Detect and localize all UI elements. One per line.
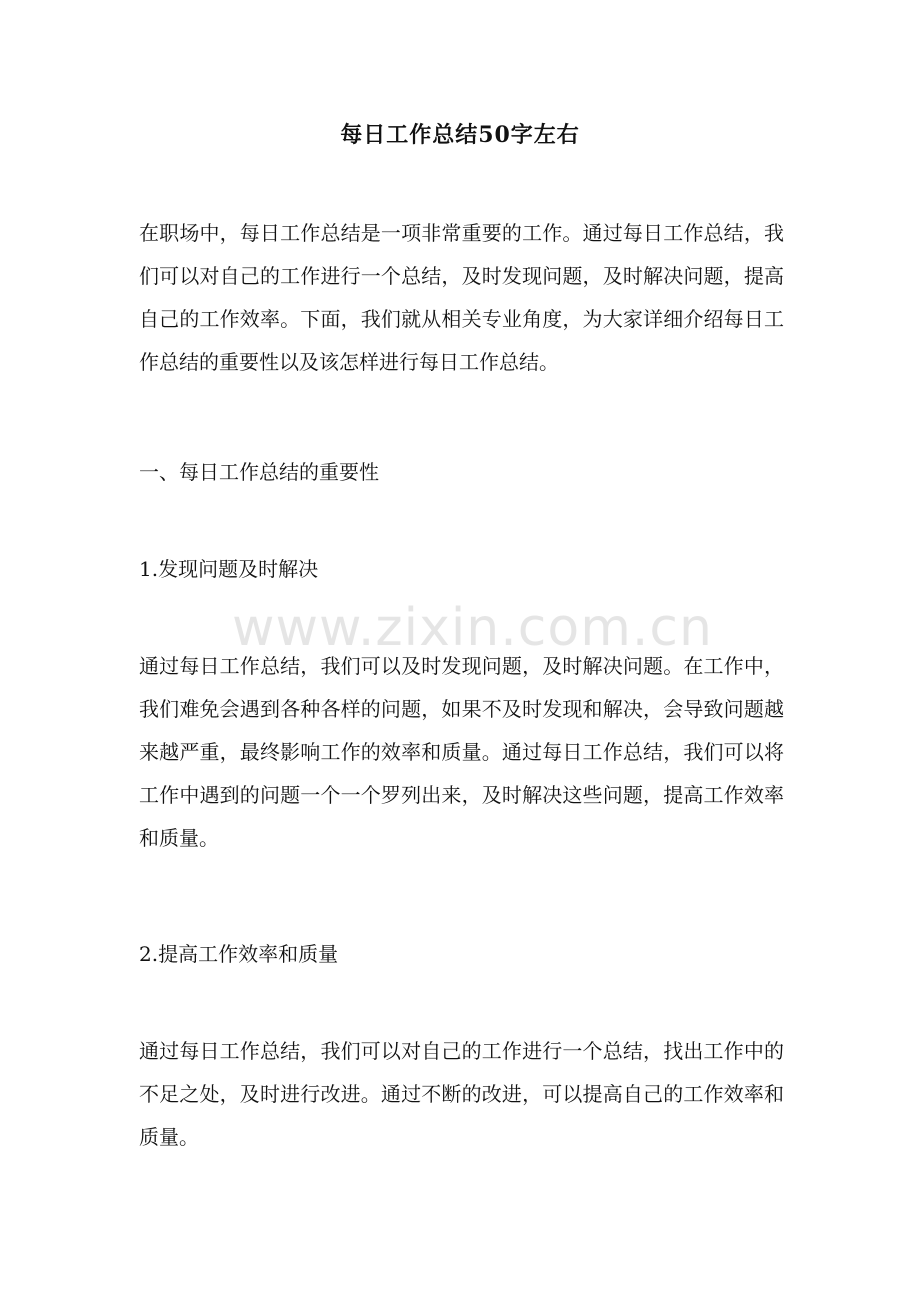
item-2-heading: 2.提高工作效率和质量 bbox=[139, 942, 339, 966]
watermark: www.zixin.com.cn bbox=[232, 598, 713, 658]
section-heading: 一、每日工作总结的重要性 bbox=[139, 460, 379, 484]
document-title: 每日工作总结50字左右 bbox=[340, 122, 580, 148]
item-1-heading: 1.发现问题及时解决 bbox=[139, 557, 319, 581]
item-2-paragraph: 通过每日工作总结，我们可以对自己的工作进行一个总结，找出工作中的不足之处，及时进行改进。通过不断的改进，可以提高自己的工作效率和质量。 bbox=[139, 1039, 784, 1149]
item-1-paragraph: 通过每日工作总结，我们可以及时发现问题，及时解决问题。在工作中，我们难免会遇到各种各样的问题，如果不及时发现和解决，会导致问题越来越严重，最终影响工作的效率和质量。通过每日工作总结，我们可以将工作中遇到的问题一个一个罗列出来，及时解决这些问题，提高工作效率和质量。 bbox=[139, 654, 784, 850]
intro-paragraph: 在职场中，每日工作总结是一项非常重要的工作。通过每日工作总结，我们可以对自己的工作进行一个总结，及时发现问题，及时解决问题，提高自己的工作效率。下面，我们就从相关专业角度，为大家详细介绍每日工作总结的重要性以及该怎样进行每日工作总结。 bbox=[139, 221, 784, 374]
